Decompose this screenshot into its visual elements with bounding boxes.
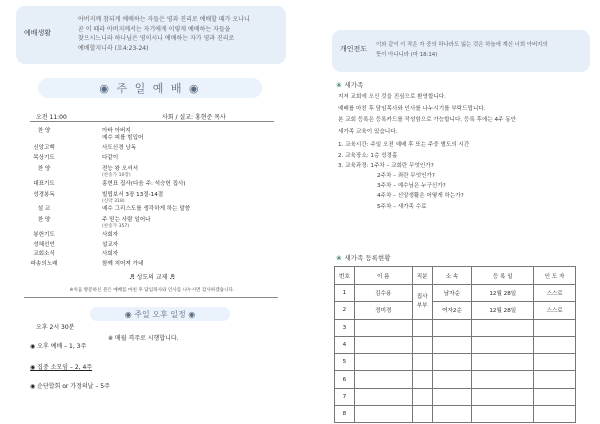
order-label: 봉헌기도 xyxy=(33,232,55,238)
newcomer-line: 5주차 – 새가족 수료 xyxy=(377,204,427,210)
cell xyxy=(432,371,472,388)
cell: 7 xyxy=(335,388,355,405)
order-label: 찬 양 xyxy=(37,217,51,223)
cell xyxy=(412,406,432,423)
table-row xyxy=(335,302,576,319)
cell: 12월 28일 xyxy=(472,302,534,319)
order-content xyxy=(102,192,284,205)
cell: 6 xyxy=(335,371,355,388)
order-content xyxy=(102,217,284,230)
verse-line: 뜻이 아니니라 (마 18:14) xyxy=(376,51,438,58)
order-label: 파송의노래 xyxy=(30,261,58,267)
afternoon-title-bar xyxy=(90,307,230,321)
newcomer-line: 1. 교육시간: 주일 오전 예배 후 또는 주중 별도의 시간 xyxy=(338,142,470,148)
cell: 남자순 xyxy=(432,285,472,302)
table-row xyxy=(335,406,576,423)
order-sub: (신약 318) xyxy=(102,199,125,204)
afternoon-item: ◉ 오후 예배 – 1, 3주 xyxy=(30,343,87,350)
newcomer-title: 새가족 xyxy=(344,81,364,89)
order-label: 신앙고백 xyxy=(33,145,55,151)
welcome-note: ※처음 방문하신 분은 예배를 마친 후 담임목사와 인사를 나누시면 감사하겠습니다. xyxy=(69,288,235,293)
newcomer-line: 본 교회 등록은 등록카드를 작성함으로 가능합니다. 등록 후에는 4주 동안 xyxy=(338,117,517,123)
cell xyxy=(354,388,412,405)
afternoon-item: ◉ 순단합회 or 가정의날 – 5주 xyxy=(30,383,110,390)
cell xyxy=(412,354,432,371)
order-text: 전능 왕 오셔서 xyxy=(102,166,138,172)
cell: 김수용 xyxy=(354,285,412,302)
order-label: 대표기도 xyxy=(33,181,55,187)
cell: 8 xyxy=(335,406,355,423)
flower-icon: ❀ xyxy=(336,81,342,89)
verse-line: 곧 이 때라 아버지께서는 자기에게 이렇게 예배하는 자들을 xyxy=(78,25,231,33)
order-content: 사회자 xyxy=(102,232,119,238)
worship-verse-box xyxy=(16,6,286,64)
cell: 2 xyxy=(335,302,355,319)
newcomer-line: 2. 교육장소: 1층 성경홀 xyxy=(338,153,398,159)
cell xyxy=(472,354,534,371)
cell xyxy=(412,371,432,388)
registration-title: 새가족 등록현황 xyxy=(344,254,391,262)
order-content: 사회자 xyxy=(102,251,119,257)
cell: 12월 28일 xyxy=(472,285,534,302)
cell: 5 xyxy=(335,354,355,371)
order-content: 설교자 xyxy=(102,242,119,248)
order-sub: (찬송가 10장) xyxy=(102,173,131,178)
newcomer-line: 3. 교육과정: 1주차 – 교회란 무엇인가? xyxy=(338,163,434,169)
afternoon-item: ◉ 집중 소모임 – 2, 4주 xyxy=(30,364,93,371)
newcomer-heading xyxy=(336,80,363,89)
verse-line: 이와 같이 이 작은 자 중의 하나라도 잃는 것은 하늘에 계신 너희 아버지의 xyxy=(376,42,548,48)
cell: 여자2순 xyxy=(432,302,472,319)
cell xyxy=(432,336,472,353)
cell: 4 xyxy=(335,336,355,353)
cell xyxy=(534,319,576,336)
cell xyxy=(472,406,534,423)
col-header: 등 록 일 xyxy=(472,267,534,285)
order-content: 함께 지어져 가네 xyxy=(102,261,144,267)
order-content xyxy=(102,166,284,179)
order-label: 찬 양 xyxy=(37,166,51,172)
cell xyxy=(432,319,472,336)
order-label: 설 교 xyxy=(37,206,51,212)
cell xyxy=(534,354,576,371)
verse-line: 찾으시느니라 하나님은 영이시니 예배하는 자가 영과 진리로 xyxy=(78,35,235,42)
newcomer-line: 3주차 – 예수님은 누구신가? xyxy=(377,183,446,189)
table-row xyxy=(335,388,576,405)
newcomer-line: 2주차 – 죄란 무엇인가? xyxy=(377,173,435,179)
afternoon-subtitle: ※ 매월 격주로 시행합니다. xyxy=(108,335,179,342)
welcome-divider xyxy=(24,297,278,298)
role-cell: 집사 부부 xyxy=(412,285,432,320)
service-time: 오전 11:00 xyxy=(36,114,67,121)
order-label: 교회소식 xyxy=(33,251,55,257)
sunday-service-title-bar xyxy=(38,78,262,98)
cell xyxy=(354,354,412,371)
cell xyxy=(472,371,534,388)
order-text: 주 믿는 사람 일어나 xyxy=(102,217,151,223)
order-content: 아바 아버지 xyxy=(102,128,131,134)
table-row xyxy=(335,285,576,302)
worship-tag: 예배생활 xyxy=(24,29,52,37)
cell xyxy=(472,388,534,405)
sunday-service-title: ◉ 주 일 예 배 ◉ xyxy=(99,82,201,95)
afternoon-time: 오후 2시 30분 xyxy=(36,324,75,331)
cell: 스스로 xyxy=(534,285,576,302)
newcomer-line: 새가족 교육이 있습니다. xyxy=(338,129,398,135)
table-row xyxy=(335,319,576,336)
cell xyxy=(412,336,432,353)
cell: 3 xyxy=(335,319,355,336)
cell: 정미경 xyxy=(354,302,412,319)
worship-verse xyxy=(78,15,283,53)
cell xyxy=(534,388,576,405)
cell xyxy=(432,388,472,405)
table-row xyxy=(335,354,576,371)
evangelism-verse xyxy=(376,41,588,60)
afternoon-title: ◉ 주일 오후 일정 ◉ xyxy=(124,310,196,319)
cell xyxy=(354,406,412,423)
registration-heading xyxy=(336,253,390,262)
flower-icon: ❀ xyxy=(336,254,342,262)
newcomer-line: 예배를 마친 후 담임목사와 인사를 나누시기를 부탁드립니다. xyxy=(338,106,486,112)
order-sub: (찬송가 357) xyxy=(102,224,130,229)
cell xyxy=(472,319,534,336)
cell: 스스로 xyxy=(534,302,576,319)
newcomer-line: 지저 교회에 오신 것을 진심으로 환영합니다. xyxy=(338,94,446,100)
header-divider xyxy=(30,121,274,122)
table-header-row xyxy=(335,267,576,285)
table-row xyxy=(335,371,576,388)
cell xyxy=(432,354,472,371)
table-row xyxy=(335,336,576,353)
cell xyxy=(534,406,576,423)
verse-line: 예배할지니라 (요4:23-24) xyxy=(78,44,149,52)
evangelism-tag: 개인전도 xyxy=(340,45,368,53)
col-header: 번호 xyxy=(335,267,355,285)
verse-line: 아버지께 참되게 예배하는 자들은 영과 진리로 예배할 때가 오나니 xyxy=(78,16,250,23)
order-label: 목상기도 xyxy=(33,155,55,161)
cell xyxy=(354,336,412,353)
cell xyxy=(412,319,432,336)
cell xyxy=(412,388,432,405)
newcomer-line: 4주차 – 신앙생활은 어떻게 하는가? xyxy=(377,193,464,199)
evangelism-verse-box xyxy=(332,30,590,72)
cell xyxy=(432,406,472,423)
presider: 사회 / 설교: 홍현준 목사 xyxy=(162,114,226,121)
col-header: 이 름 xyxy=(354,267,412,285)
cell xyxy=(534,336,576,353)
col-header: 인 도 자 xyxy=(534,267,576,285)
cell xyxy=(472,336,534,353)
cell: 1 xyxy=(335,285,355,302)
order-content: 홍현표 집사(다음 주: 석승헌 집사) xyxy=(102,181,186,187)
col-header: 직분 xyxy=(412,267,432,285)
order-label: 찬 양 xyxy=(37,128,51,134)
order-content: 예수 피를 힘입어 xyxy=(102,135,144,141)
order-text: 빌립보서 3장 13절-14절 xyxy=(102,192,164,198)
col-header: 소 속 xyxy=(432,267,472,285)
cell xyxy=(354,319,412,336)
order-content: 다같이 xyxy=(102,155,119,161)
order-content: 사도신경 낭독 xyxy=(102,145,137,151)
cell xyxy=(354,371,412,388)
registration-table xyxy=(334,266,576,423)
order-content: 예수 그리스도를 생각하게 하는 말씀 xyxy=(102,206,191,212)
order-label: 성경봉독 xyxy=(33,192,55,198)
order-label: 성혜선언 xyxy=(33,242,55,248)
fellowship-label: ♬ 성도의 교제 ♬ xyxy=(129,274,175,281)
cell xyxy=(534,371,576,388)
